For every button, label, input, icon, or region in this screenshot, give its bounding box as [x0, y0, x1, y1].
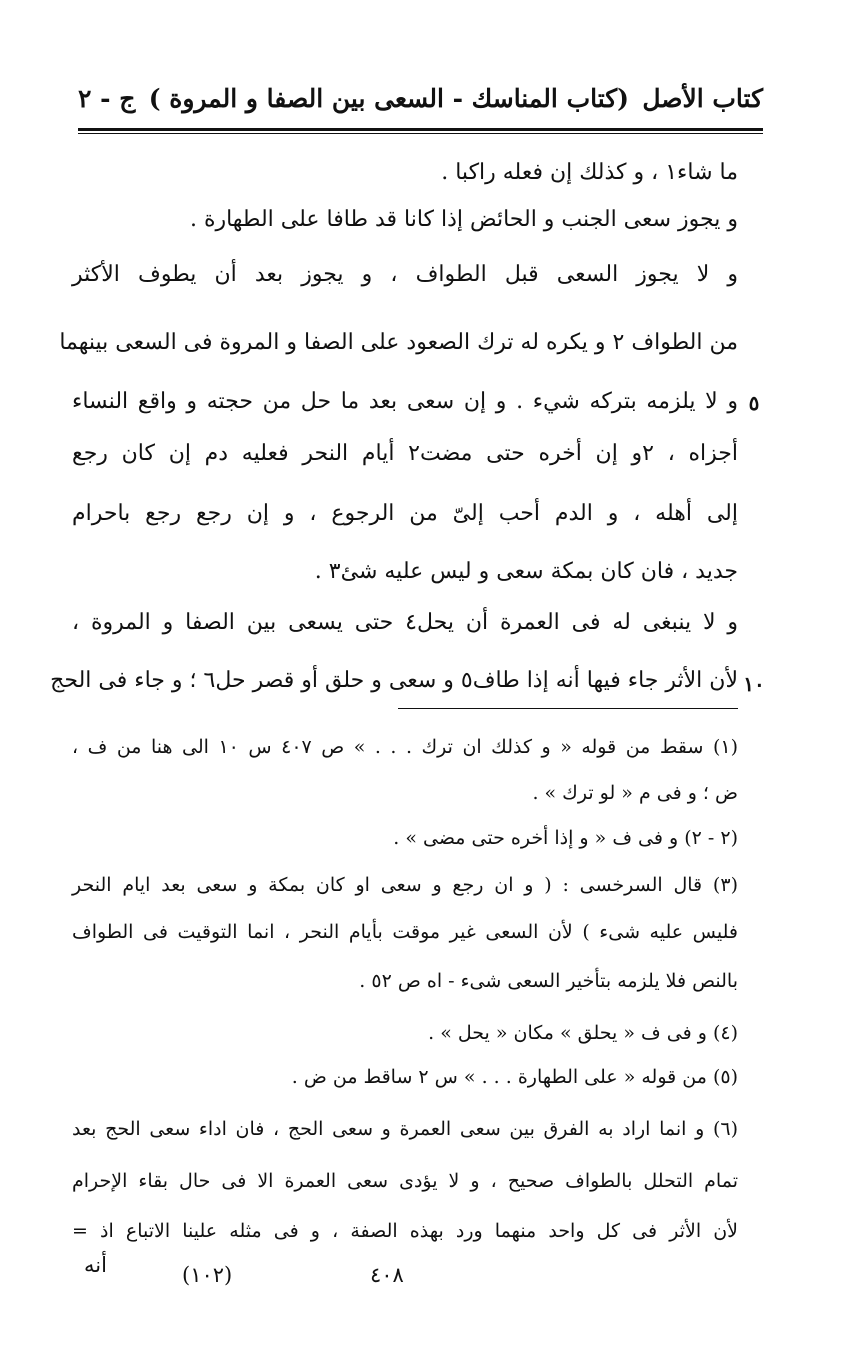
body-line-6: أجزاه ، ٢و إن أخره حتى مضت٢ أيام النحر فعليه دم إن كان رجع: [72, 441, 739, 466]
body-line-4: من الطواف ٢ و يكره له ترك الصعود على الصفا و المروة فى السعى بينهما: [59, 330, 738, 355]
header-rule-thin: [78, 133, 763, 134]
footnote-line-1: (١) سقط من قوله « و كذلك ان ترك . . . » ص ٤٠٧ س ١٠ الى هنا من ف ،: [72, 736, 738, 758]
line-number-5: ٥: [748, 391, 760, 415]
body-line-7: إلى أهله ، و الدم أحب إلىّ من الرجوع ، و إن رجع رجع باحرام: [72, 501, 738, 526]
footnote-line-8: (٥) من قوله « على الطهارة . . . » س ٢ ساقط من ض .: [291, 1066, 738, 1088]
footnote-line-10: تمام التحلل بالطواف صحيح ، و لا يؤدى سعى العمرة الا فى حال بقاء الإحرام: [72, 1170, 738, 1192]
line-number-10: ١٠: [743, 672, 765, 696]
body-line-9: و لا ينبغى له فى العمرة أن يحل٤ حتى يسعى بين الصفا و المروة ،: [72, 610, 738, 635]
header-rule-thick: [78, 128, 763, 131]
footnote-line-2: ض ؛ و فى م « لو ترك » .: [532, 782, 738, 804]
body-line-5: و لا يلزمه بتركه شيء . و إن سعى بعد ما حل من حجته و واقع النساء: [72, 389, 738, 414]
running-header: [78, 78, 763, 118]
footnote-line-11: لأن الأثر فى كل واحد منهما ورد بهذه الصفة ، و فى مثله علينا الاتباع اذ =: [72, 1220, 738, 1242]
footnote-line-6: بالنص فلا يلزمه بتأخير السعى شىء - اه ص ٥٢ .: [359, 970, 738, 992]
body-line-3: و لا يجوز السعى قبل الطواف ، و يجوز بعد أن يطوف الأكثر: [72, 262, 738, 287]
footnote-line-5: فليس عليه شىء ) لأن السعى غير موقت بأيام النحر ، انما التوقيت فى الطواف: [72, 921, 738, 943]
catchword: أنه: [84, 1253, 107, 1277]
footnote-line-9: (٦) و انما اراد به الفرق بين سعى العمرة و سعى الحج ، فان اداء سعى الحج بعد: [72, 1118, 738, 1140]
header-subtitle: (كتاب المناسك - السعى بين الصفا و المروة ): [148, 83, 629, 113]
footnote-line-7: (٤) و فى ف « يحلق » مكان « يحل » .: [428, 1022, 738, 1044]
page-number: ٤٠٨: [370, 1263, 404, 1287]
footnote-line-4: (٣) قال السرخسى : ( و ان رجع و سعى او كان بمكة و سعى بعد ايام النحر: [72, 874, 738, 896]
body-line-10: لأن الأثر جاء فيها أنه إذا طاف٥ و سعى و حلق أو قصر حل٦ ؛ و جاء فى الحج: [50, 668, 738, 693]
header-title: كتاب الأصل: [642, 83, 763, 113]
sheet-number: (١٠٢): [182, 1263, 233, 1287]
header-volume: ج - ٢: [78, 83, 136, 113]
footnote-line-3: (٢ - ٢) و فى ف « و إذا أخره حتى مضى » .: [393, 827, 738, 849]
body-line-8: جديد ، فان كان بمكة سعى و ليس عليه شئ٣ .: [314, 559, 738, 584]
body-line-1: ما شاء١ ، و كذلك إن فعله راكبا .: [441, 160, 738, 185]
body-line-2: و يجوز سعى الجنب و الحائض إذا كانا قد طافا على الطهارة .: [189, 207, 738, 232]
footnote-separator: [398, 708, 738, 709]
